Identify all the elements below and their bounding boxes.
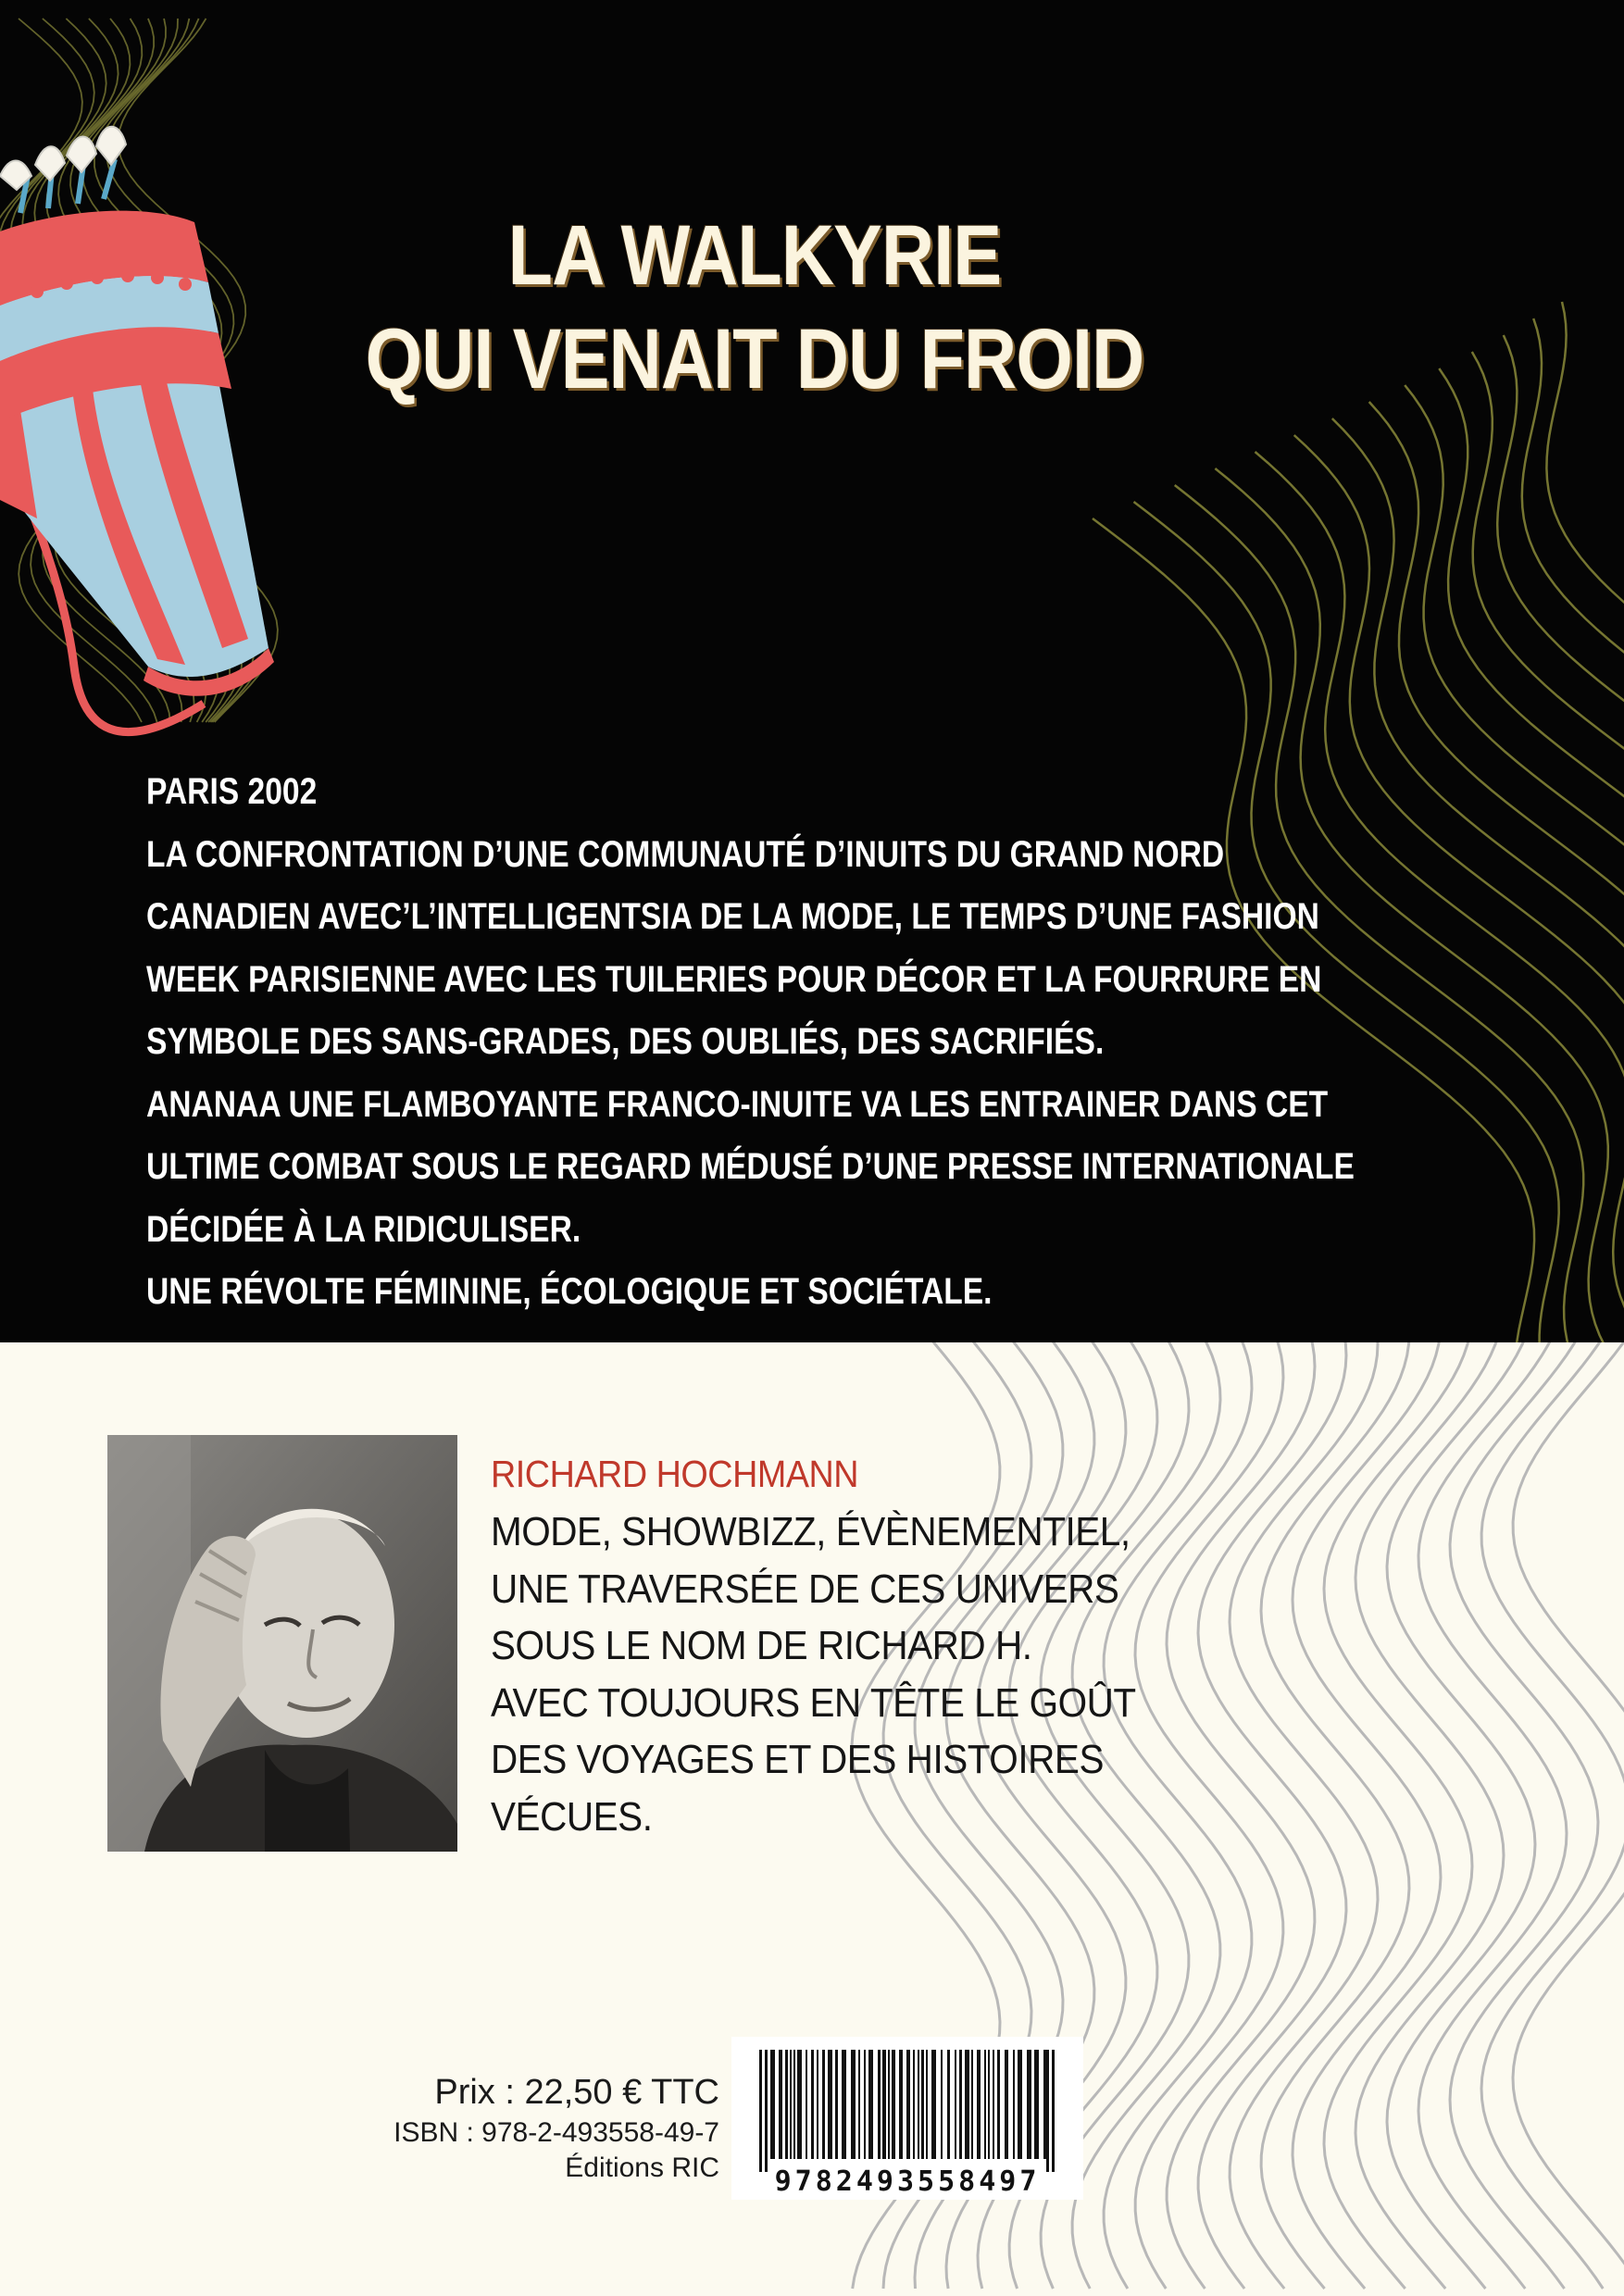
- barcode-bar: [868, 2050, 873, 2159]
- blurb-line: LA CONFRONTATION D’UNE COMMUNAUTÉ D’INUITS DU GRAND NORD: [146, 833, 1225, 875]
- barcode-bar: [797, 2050, 802, 2159]
- blurb-line: DÉCIDÉE À LA RIDICULISER.: [146, 1208, 581, 1250]
- barcode-bar: [858, 2050, 860, 2159]
- barcode-bar: [888, 2050, 890, 2159]
- author-photo: [107, 1435, 457, 1852]
- blurb-line: SYMBOLE DES SANS-GRADES, DES OUBLIÉS, DES SACRIFIÉS.: [146, 1021, 1105, 1062]
- barcode-bar: [1027, 2050, 1031, 2159]
- isbn-label: ISBN : 978-2-493558-49-7: [394, 2117, 719, 2148]
- barcode-bar: [785, 2050, 788, 2159]
- barcode-bar: [770, 2050, 775, 2159]
- barcode-bar: [993, 2050, 994, 2159]
- barcode-bar: [965, 2050, 969, 2159]
- barcode-bar: [977, 2050, 981, 2159]
- back-cover-blurb: [146, 761, 1355, 1324]
- barcode-icon: [731, 2037, 1083, 2200]
- author-bio: [491, 1504, 1136, 1845]
- blurb-line: ANANAA UNE FLAMBOYANTE FRANCO-INUITE VA LES ENTRAINER DANS CET: [146, 1083, 1329, 1125]
- publisher-label: Éditions RIC: [565, 2152, 719, 2183]
- barcode-bar: [988, 2050, 990, 2159]
- barcode-bar: [811, 2050, 814, 2159]
- barcode-bar: [793, 2050, 795, 2159]
- barcode-bar: [947, 2050, 950, 2159]
- bio-line: DES VOYAGES ET DES HISTOIRES: [491, 1737, 1104, 1782]
- bio-line: MODE, SHOWBIZZ, ÉVÈNEMENTIEL,: [491, 1509, 1131, 1554]
- bio-line: UNE TRAVERSÉE DE CES UNIVERS: [491, 1566, 1119, 1612]
- bio-line: SOUS LE NOM DE RICHARD H.: [491, 1623, 1032, 1668]
- barcode-bar: [817, 2050, 818, 2159]
- author-name: RICHARD HOCHMANN: [491, 1453, 859, 1495]
- barcode-bar: [842, 2050, 846, 2159]
- price-label: Prix : 22,50 € TTC: [434, 2073, 719, 2112]
- barcode-bar: [906, 2050, 910, 2159]
- barcode-bar: [882, 2050, 886, 2159]
- barcode-bar: [959, 2050, 962, 2159]
- barcode-bar: [1034, 2050, 1039, 2159]
- barcode-digits: 9782493558497: [774, 2165, 1041, 2198]
- barcode-bar: [806, 2050, 807, 2159]
- barcode-bar: [1018, 2050, 1022, 2159]
- barcode-bar: [984, 2050, 986, 2159]
- bio-line: AVEC TOUJOURS EN TÊTE LE GOÛT: [491, 1679, 1136, 1726]
- barcode-bar: [1005, 2050, 1008, 2159]
- barcode-bar: [1013, 2050, 1015, 2159]
- book-title: [297, 204, 1213, 411]
- barcode-bar: [918, 2050, 919, 2159]
- barcode-bar: [822, 2050, 825, 2159]
- blurb-line: ULTIME COMBAT SOUS LE REGARD MÉDUSÉ D’UNE PRESSE INTERNATIONALE: [146, 1146, 1355, 1187]
- barcode-bar: [926, 2050, 928, 2159]
- title-line-2: QUI VENAIT DU FROID: [365, 312, 1144, 406]
- barcode-bar: [899, 2050, 903, 2159]
- barcode-bar: [971, 2050, 973, 2159]
- barcode-bar: [955, 2050, 956, 2159]
- blurb-line: UNE RÉVOLTE FÉMININE, ÉCOLOGIQUE ET SOCIÉTALE.: [146, 1271, 993, 1312]
- bio-line: VÉCUES.: [491, 1793, 653, 1840]
- blurb-line: WEEK PARISIENNE AVEC LES TUILERIES POUR DÉCOR ET LA FOURRURE EN: [146, 958, 1322, 1000]
- barcode-bar: [931, 2050, 936, 2159]
- barcode-bar: [835, 2050, 838, 2159]
- barcode-bar: [851, 2050, 856, 2159]
- barcode-bar: [759, 2050, 762, 2172]
- barcode-bar: [921, 2050, 924, 2159]
- barcode-bar: [878, 2050, 881, 2159]
- barcode-bar: [913, 2050, 915, 2159]
- barcode-bar: [941, 2050, 943, 2159]
- barcode-bar: [765, 2050, 768, 2172]
- barcode-bar: [790, 2050, 792, 2159]
- blurb-line: CANADIEN AVEC’L’INTELLIGENTSIA DE LA MODE, LE TEMPS D’UNE FASHION: [146, 896, 1319, 937]
- blurb-line: PARIS 2002: [146, 771, 318, 812]
- title-line-1: LA WALKYRIE: [507, 208, 1002, 303]
- barcode-bar: [779, 2050, 782, 2159]
- barcode-bar: [892, 2050, 895, 2159]
- barcode-bar: [864, 2050, 866, 2159]
- barcode-bar: [828, 2050, 832, 2159]
- barcode-bar: [1046, 2050, 1049, 2172]
- barcode-bar: [1052, 2050, 1055, 2172]
- barcode-bar: [997, 2050, 1000, 2159]
